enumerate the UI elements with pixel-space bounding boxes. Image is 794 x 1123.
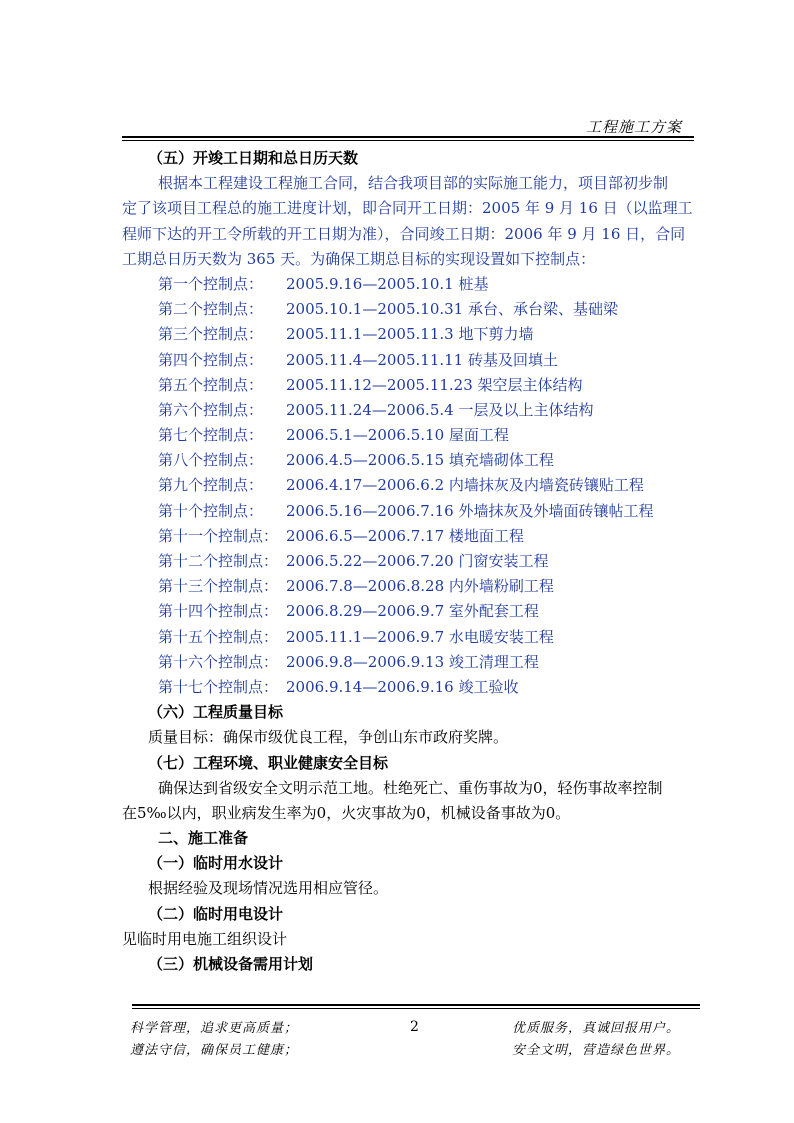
control-point-text: 2006.7.8—2006.8.28 内外墙粉刷工程	[286, 577, 554, 596]
control-point-label: 第十五个控制点：	[158, 627, 279, 646]
control-point-text: 2005.11.1—2005.11.3 地下剪力墙	[286, 325, 534, 344]
control-point-text: 2006.9.8—2006.9.13 竣工清理工程	[286, 652, 539, 671]
control-point-row	[122, 322, 712, 347]
control-point-label: 第七个控制点：	[158, 426, 264, 445]
footer-left-line2: 遵法守信，确保员工健康；	[130, 1043, 299, 1058]
section5-paragraph-line: 定了该项目工程总的施工进度计划，即合同开工日期：2005 年 9 月 16 日（以监理工	[122, 199, 693, 218]
section5-paragraph-line: 根据本工程建设工程施工合同，结合我项目部的实际施工能力，项目部初步制	[158, 174, 669, 193]
footer-rule-thick	[132, 1004, 700, 1006]
control-point-label: 第三个控制点：	[158, 325, 264, 344]
control-point-text: 2005.11.12—2005.11.23 架空层主体结构	[286, 375, 583, 394]
control-point-row	[122, 499, 712, 524]
control-point-row	[122, 675, 712, 700]
control-point-label: 第一个控制点：	[158, 274, 264, 293]
sub2-text: 见临时用电施工组织设计	[122, 929, 288, 948]
control-point-text: 2006.9.14—2006.9.16 竣工验收	[286, 677, 519, 696]
section5-heading: （五）开竣工日期和总日历天数	[148, 149, 359, 167]
control-point-label: 第八个控制点：	[158, 451, 264, 470]
sub2-heading: （二）临时用电设计	[148, 904, 284, 923]
sub3-heading: （三）机械设备需用计划	[148, 955, 314, 973]
control-point-row	[122, 398, 712, 423]
control-point-row	[122, 297, 712, 322]
header-rule-thin	[122, 140, 694, 141]
section5-paragraph-line: 工期总日历天数为 365 天。为确保工期总目标的实现设置如下控制点：	[122, 249, 596, 268]
section7-line: 在5‰以内，职业病发生率为0，火灾事故为0，机械设备事故为0。	[122, 803, 571, 822]
section6-heading: （六）工程质量目标	[148, 703, 284, 722]
control-point-text: 2005.11.24—2006.5.4 一层及以上主体结构	[286, 400, 594, 419]
control-point-label: 第十七个控制点：	[158, 677, 279, 696]
footer-left	[130, 1018, 298, 1062]
sub1-heading: （一）临时用水设计	[148, 854, 284, 873]
footer-right	[512, 1018, 680, 1062]
control-point-row	[122, 625, 712, 650]
control-point-text: 2006.8.29—2006.9.7 室外配套工程	[286, 602, 539, 621]
control-point-label: 第九个控制点：	[158, 476, 264, 495]
control-point-row	[122, 272, 712, 297]
control-point-label: 第十二个控制点：	[158, 552, 279, 570]
control-point-label: 第十四个控制点：	[158, 602, 279, 621]
control-point-label: 第十六个控制点：	[158, 652, 279, 671]
control-point-text: 2005.9.16—2005.10.1 桩基	[286, 274, 489, 293]
footer-rule-thin	[132, 1008, 700, 1009]
control-point-text: 2006.5.1—2006.5.10 屋面工程	[286, 426, 509, 445]
section7-line: 确保达到省级安全文明示范工地。杜绝死亡、重伤事故为0，轻伤事故率控制	[158, 778, 663, 797]
control-point-list	[122, 272, 712, 700]
header-rule-thick	[122, 136, 694, 138]
footer-right-line2: 安全文明，营造绿色世界。	[512, 1043, 681, 1058]
control-point-label: 第十一个控制点：	[158, 526, 279, 545]
control-point-text: 2005.11.4—2005.11.11 砖基及回填土	[286, 350, 558, 369]
control-point-text: 2005.10.1—2005.10.31 承台、承台梁、基础梁	[286, 300, 618, 319]
control-point-label: 第二个控制点：	[158, 300, 264, 319]
control-point-row	[122, 373, 712, 398]
control-point-label: 第十三个控制点：	[158, 577, 279, 596]
control-point-row	[122, 448, 712, 473]
control-point-row	[122, 574, 712, 599]
control-point-label: 第十个控制点：	[158, 501, 264, 520]
footer-left-line1: 科学管理，追求更高质量；	[130, 1021, 299, 1036]
control-point-row	[122, 473, 712, 498]
control-point-row	[122, 524, 712, 549]
control-point-text: 2006.5.16—2006.7.16 外墙抹灰及外墙面砖镶帖工程	[286, 501, 654, 520]
control-point-row	[122, 348, 712, 373]
control-point-row	[122, 650, 712, 675]
control-point-text: 2006.4.5—2006.5.15 填充墙砌体工程	[286, 451, 554, 470]
control-point-row	[122, 423, 712, 448]
control-point-row	[122, 599, 712, 624]
control-point-label: 第六个控制点：	[158, 400, 264, 419]
sub1-text: 根据经验及现场情况选用相应管径。	[148, 879, 389, 898]
section6-text: 质量目标：确保市级优良工程，争创山东市政府奖牌。	[148, 728, 509, 747]
section7-heading: （七）工程环境、职业健康安全目标	[148, 753, 389, 772]
footer-right-line1: 优质服务，真诚回报用户。	[512, 1021, 681, 1036]
control-point-text: 2006.6.5—2006.7.17 楼地面工程	[286, 526, 524, 545]
control-point-row	[122, 549, 712, 574]
control-point-label: 第四个控制点：	[158, 350, 264, 369]
page-number: 2	[410, 1019, 420, 1035]
control-point-text: 2006.5.22—2006.7.20 门窗安装工程	[286, 552, 549, 570]
section5-paragraph-line: 程师下达的开工令所载的开工日期为准），合同竣工日期：2006 年 9 月 16 日，合同	[122, 224, 686, 243]
control-point-text: 2005.11.1—2006.9.7 水电暖安装工程	[286, 627, 554, 646]
control-point-text: 2006.4.17—2006.6.2 内墙抹灰及内墙瓷砖镶贴工程	[286, 476, 644, 495]
document-body	[122, 146, 712, 977]
part2-heading: 二、施工准备	[158, 829, 249, 848]
control-point-label: 第五个控制点：	[158, 375, 264, 394]
header-title: 工程施工方案	[585, 118, 682, 136]
